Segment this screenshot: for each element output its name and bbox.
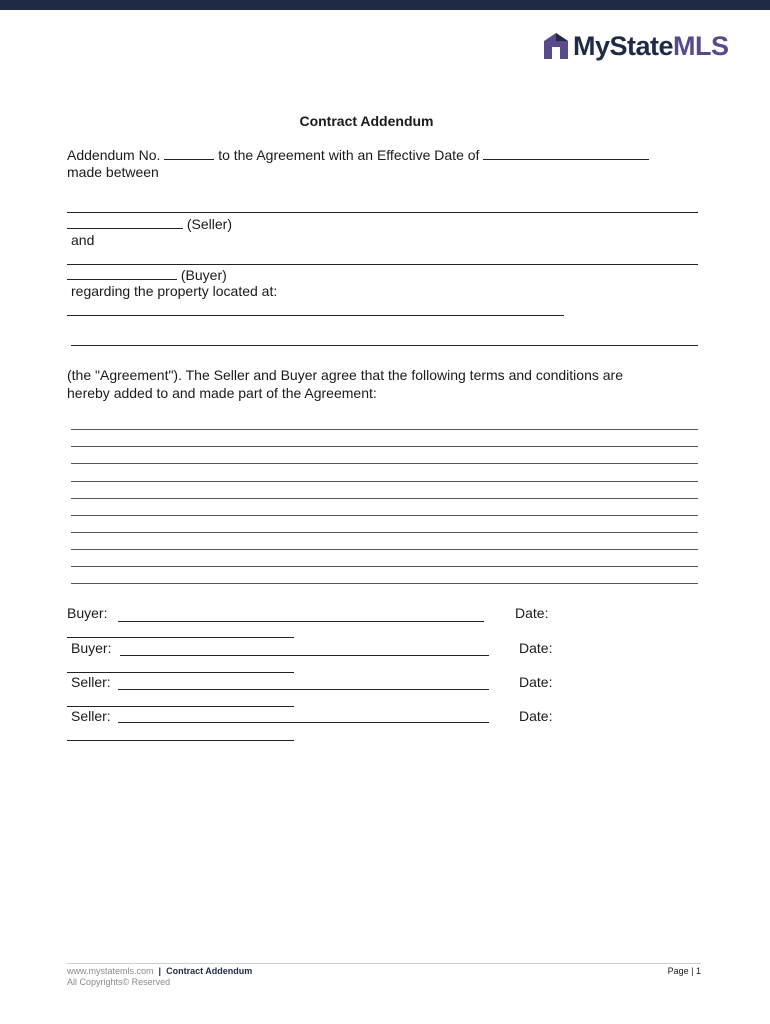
regarding-text: regarding the property located at: [71, 283, 278, 299]
signature-buyer-1-date-line[interactable] [67, 637, 294, 638]
buyer-row [67, 266, 227, 284]
and-text: and [71, 232, 95, 248]
property-address-line-2[interactable] [71, 345, 698, 346]
top-bar [0, 0, 770, 10]
terms-line[interactable] [71, 498, 698, 499]
footer-left [67, 966, 252, 988]
signature-seller-1-date-label: Date: [519, 674, 553, 690]
agreement-text-line-1: (the "Agreement"). The Seller and Buyer agree that the following terms and conditions are [67, 367, 623, 383]
seller-name-line[interactable] [67, 212, 698, 213]
terms-line[interactable] [71, 549, 698, 550]
signature-seller-1-line[interactable] [118, 689, 489, 690]
house-icon [543, 32, 569, 60]
signature-buyer-2-date-line[interactable] [67, 672, 294, 673]
buyer-label: (Buyer) [180, 267, 227, 283]
seller-label: (Seller) [186, 216, 233, 232]
property-address-line-1[interactable] [67, 315, 564, 316]
terms-line[interactable] [71, 429, 698, 430]
addendum-mid-text: to the Agreement with an Effective Date of [218, 147, 480, 163]
effective-date-field[interactable] [483, 146, 649, 160]
logo-text-mystate: MyState [573, 31, 674, 61]
signature-buyer-1-label: Buyer: [67, 605, 108, 621]
signature-seller-1-date-line[interactable] [67, 706, 294, 707]
signature-buyer-2-label: Buyer: [71, 640, 112, 656]
seller-row [67, 215, 232, 233]
terms-line[interactable] [71, 515, 698, 516]
signature-seller-2-label: Seller: [71, 708, 111, 724]
signature-seller-2-date-label: Date: [519, 708, 553, 724]
page-title: Contract Addendum [299, 113, 434, 129]
footer-copyright: All Copyrights© Reserved [67, 977, 171, 987]
signature-buyer-1-date-label: Date: [515, 605, 549, 621]
footer-separator: | [158, 966, 162, 976]
footer-site: www.mystatemls.com [67, 966, 154, 976]
logo-text-mls: MLS [673, 31, 729, 61]
addendum-prefix: Addendum No. [67, 147, 161, 163]
buyer-name-field[interactable] [67, 266, 177, 280]
signature-seller-2-date-line[interactable] [67, 740, 294, 741]
signature-seller-1-label: Seller: [71, 674, 111, 690]
signature-seller-2-line[interactable] [118, 722, 489, 723]
footer-divider [67, 963, 701, 964]
seller-name-field[interactable] [67, 215, 183, 229]
terms-line[interactable] [71, 532, 698, 533]
made-between-text: made between [67, 164, 159, 180]
signature-buyer-2-line[interactable] [120, 655, 489, 656]
signature-buyer-1-line[interactable] [118, 621, 484, 622]
addendum-number-field[interactable] [164, 146, 214, 160]
mystatemls-logo [543, 30, 729, 62]
terms-line[interactable] [71, 446, 698, 447]
terms-line[interactable] [71, 583, 698, 584]
buyer-name-line[interactable] [67, 264, 698, 265]
footer-page-number: Page | 1 [667, 966, 701, 976]
terms-line[interactable] [71, 566, 698, 567]
signature-buyer-2-date-label: Date: [519, 640, 553, 656]
terms-line[interactable] [71, 481, 698, 482]
agreement-text-line-2: hereby added to and made part of the Agreement: [67, 385, 377, 401]
footer-doc-name: Contract Addendum [166, 966, 253, 976]
addendum-line [67, 146, 649, 164]
terms-line[interactable] [71, 463, 698, 464]
